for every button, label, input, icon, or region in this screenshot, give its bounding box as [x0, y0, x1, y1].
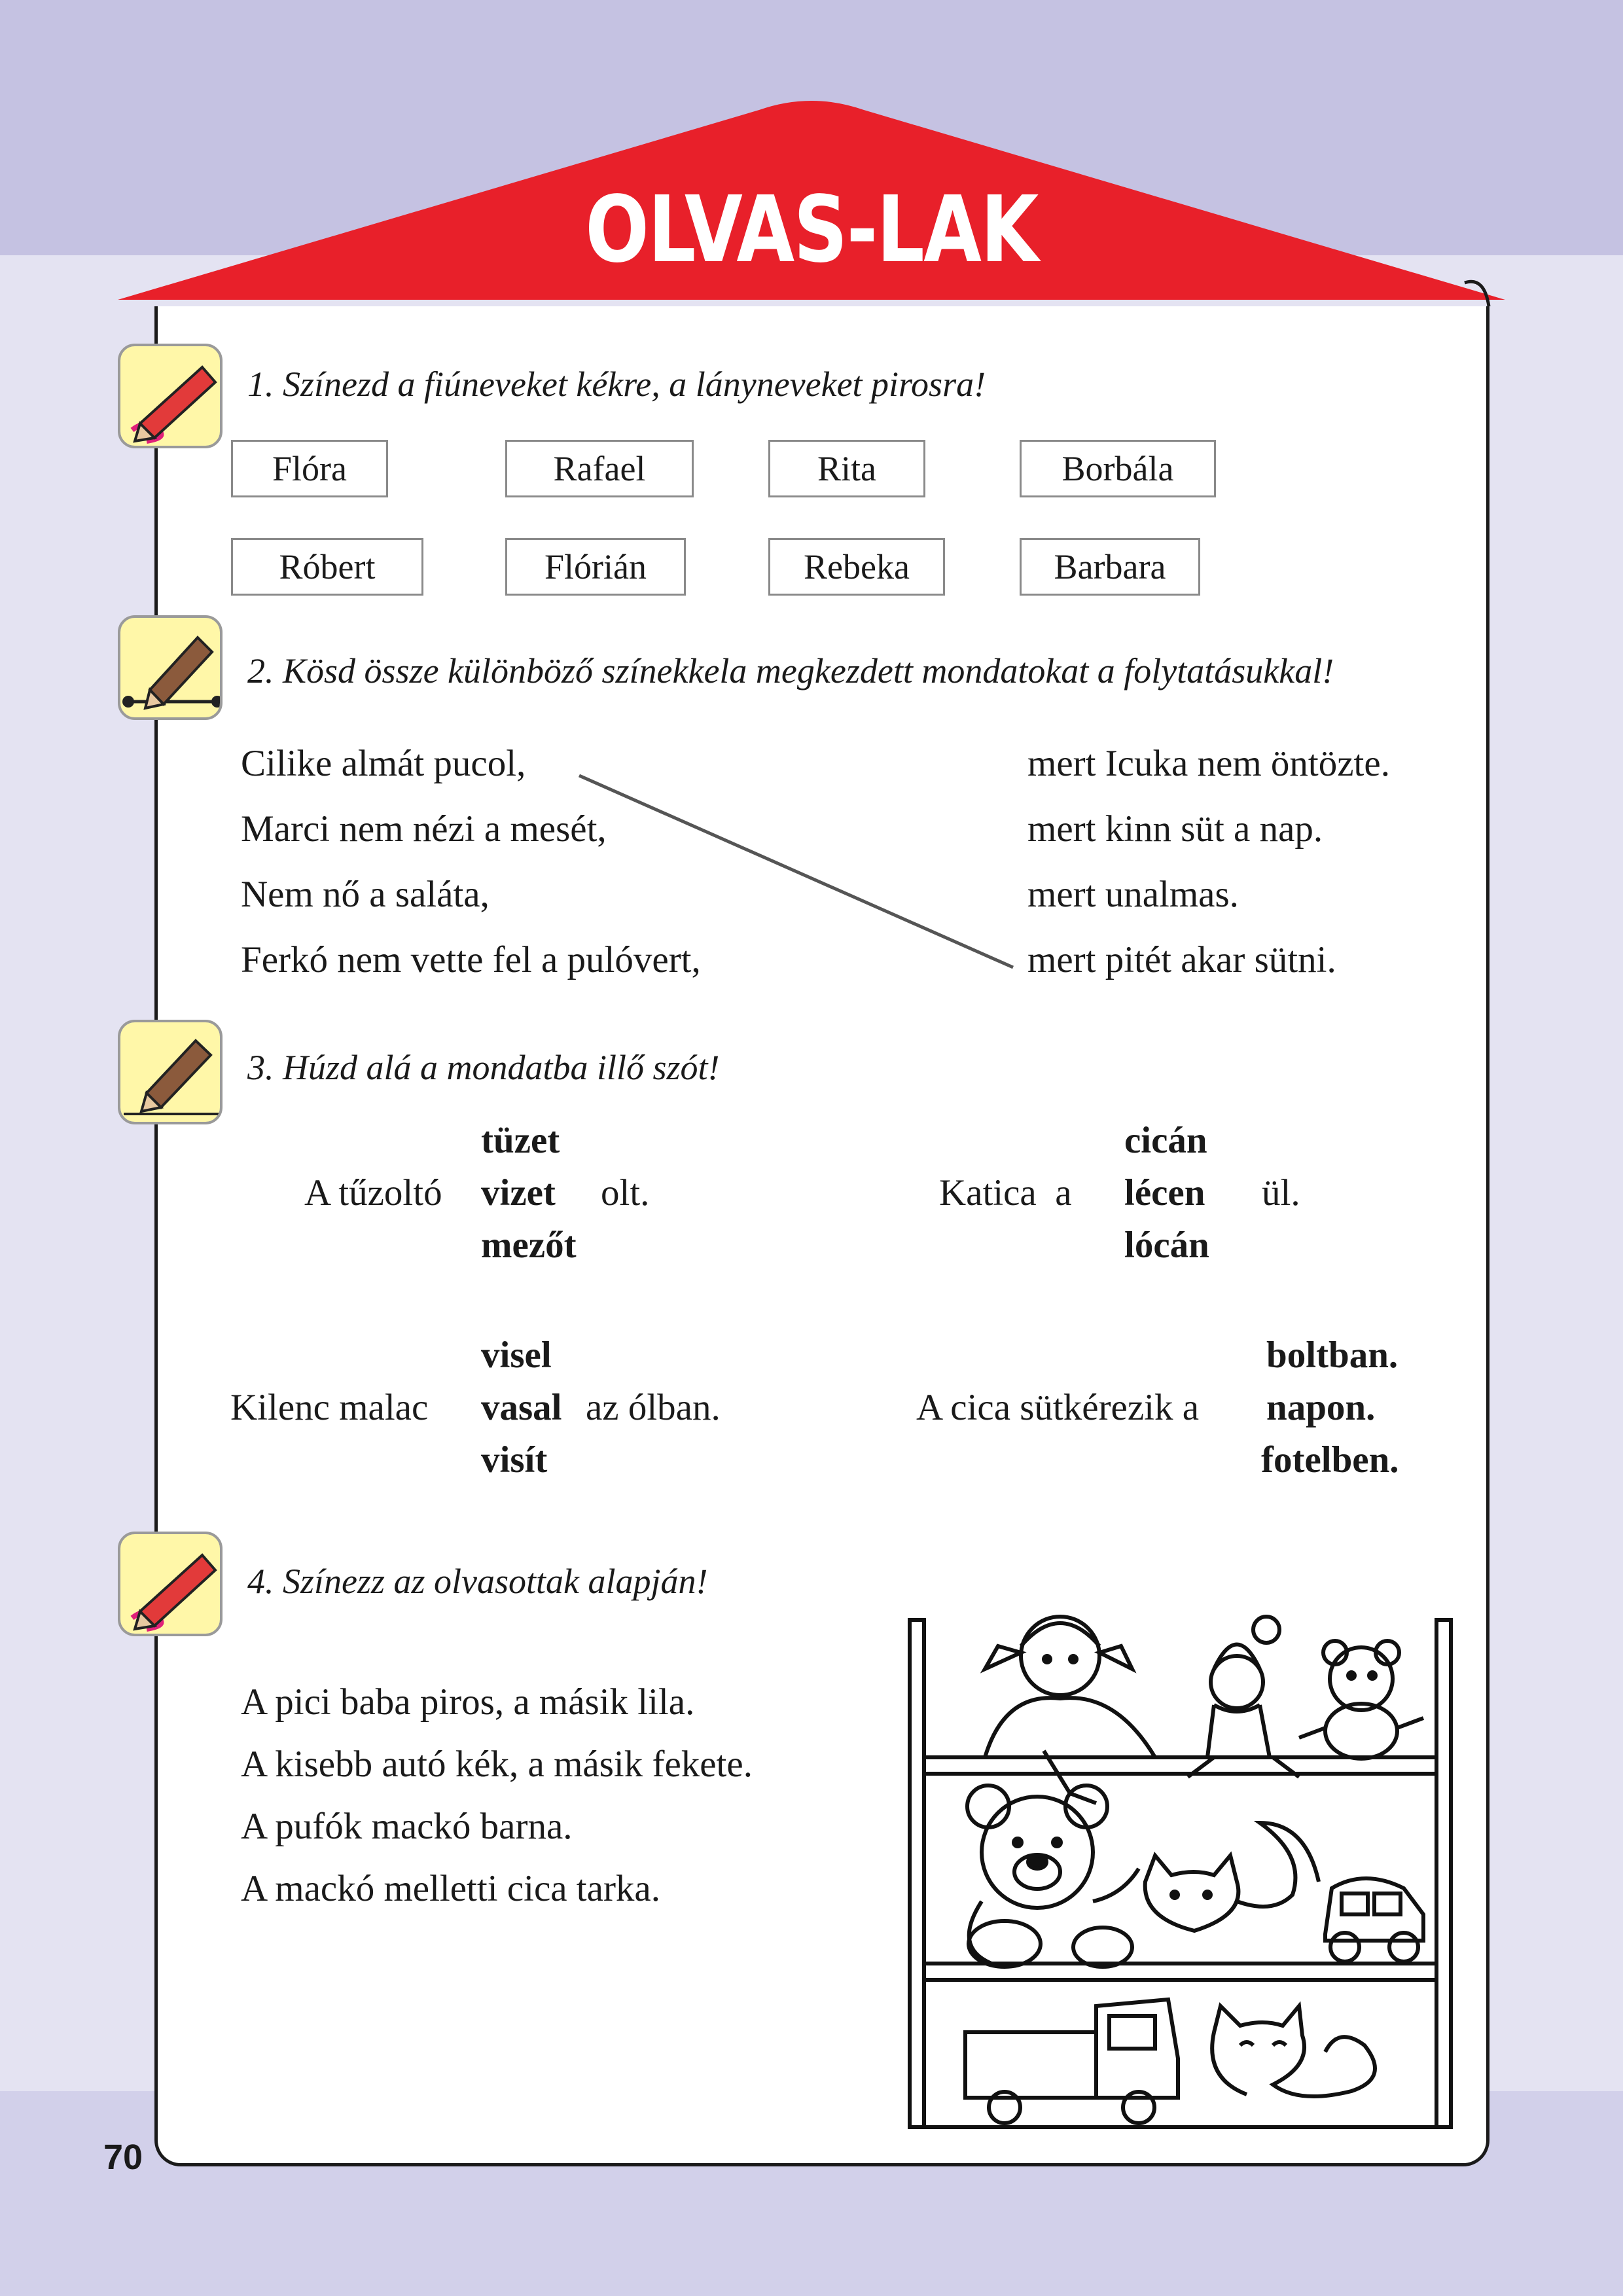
- word-option[interactable]: visel: [481, 1335, 552, 1376]
- sentence-start: Nem nő a saláta,: [241, 874, 490, 915]
- name-box[interactable]: Borbála: [1020, 440, 1216, 497]
- sentence-after: ül.: [1262, 1172, 1300, 1213]
- name-box[interactable]: Barbara: [1020, 538, 1200, 596]
- sentence-ending: mert unalmas.: [1027, 874, 1239, 915]
- page-title: OLVAS-LAK: [585, 177, 1038, 283]
- sentence-ending: mert kinn süt a nap.: [1027, 808, 1323, 850]
- exercise3-instruction: 3. Húzd alá a mondatba illő szót!: [247, 1048, 720, 1087]
- sentence-before: A tűzoltó: [304, 1172, 442, 1213]
- brown-pencil-icon: [118, 1020, 223, 1124]
- sentence-ending: mert Icuka nem öntözte.: [1027, 743, 1390, 784]
- name-box[interactable]: Róbert: [231, 538, 423, 596]
- sentence-before: A cica sütkérezik a: [916, 1387, 1200, 1428]
- red-pencil-icon: [118, 1532, 223, 1636]
- reading-line: A kisebb autó kék, a másik fekete.: [241, 1744, 753, 1785]
- sentence-before: Katica a: [939, 1172, 1072, 1213]
- sentence-start: Ferkó nem vette fel a pulóvert,: [241, 939, 701, 980]
- word-option[interactable]: mezőt: [481, 1225, 577, 1266]
- word-option[interactable]: vizet: [481, 1172, 556, 1213]
- word-option[interactable]: napon.: [1266, 1387, 1376, 1428]
- name-box[interactable]: Rebeka: [768, 538, 945, 596]
- name-box[interactable]: Rita: [768, 440, 925, 497]
- word-option[interactable]: lócán: [1124, 1225, 1209, 1266]
- word-option[interactable]: vasal: [481, 1387, 562, 1428]
- sentence-after: az ólban.: [586, 1387, 721, 1428]
- word-option[interactable]: boltban.: [1266, 1335, 1399, 1376]
- name-box[interactable]: Rafael: [505, 440, 694, 497]
- reading-line: A pufók mackó barna.: [241, 1806, 573, 1847]
- sentence-start: Marci nem nézi a mesét,: [241, 808, 607, 850]
- exercise2-instruction: 2. Kösd össze különböző színekkela megkezdett mondatokat a folytatásukkal!: [247, 651, 1334, 691]
- sentence-ending: mert pitét akar sütni.: [1027, 939, 1336, 980]
- word-option[interactable]: tüzet: [481, 1120, 560, 1161]
- word-option[interactable]: fotelben.: [1261, 1439, 1399, 1480]
- reading-line: A pici baba piros, a másik lila.: [241, 1681, 695, 1723]
- exercise4-instruction: 4. Színezz az olvasottak alapján!: [247, 1562, 708, 1601]
- name-box[interactable]: Flóra: [231, 440, 388, 497]
- name-box[interactable]: Flórián: [505, 538, 686, 596]
- sentence-before: Kilenc malac: [230, 1387, 429, 1428]
- reading-line: A mackó melletti cica tarka.: [241, 1868, 660, 1909]
- word-option[interactable]: cicán: [1124, 1120, 1207, 1161]
- sentence-start: Cilike almát pucol,: [241, 743, 526, 784]
- toy-shelf-illustration[interactable]: [906, 1607, 1456, 2130]
- word-option[interactable]: visít: [481, 1439, 548, 1480]
- page-number: 70: [103, 2138, 143, 2177]
- word-option[interactable]: lécen: [1124, 1172, 1205, 1213]
- sentence-after: olt.: [601, 1172, 650, 1213]
- exercise1-instruction: 1. Színezd a fiúneveket kékre, a lányneveket pirosra!: [247, 365, 986, 404]
